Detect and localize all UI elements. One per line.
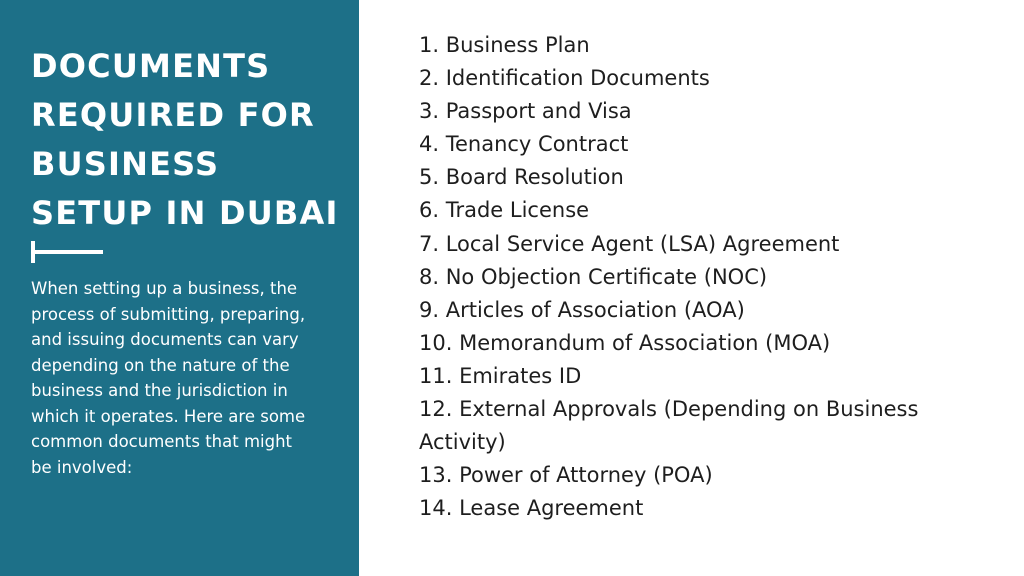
document-item: 2. Identification Documents — [419, 66, 710, 91]
document-item: 12. External Approvals (Depending on Business Activity) — [419, 397, 919, 455]
left-panel — [0, 0, 359, 576]
title-divider — [31, 241, 103, 263]
document-item: 1. Business Plan — [419, 33, 590, 57]
document-item: 6. Trade License — [419, 198, 590, 223]
document-item: 3. Passport and Visa — [419, 99, 632, 124]
intro-paragraph: When setting up a business, the process of submitting, preparing, and issuing documents can vary depending on the nature of the business and the jurisdiction in which it operates. Here are some common documents that might be involved: — [31, 279, 306, 477]
document-item: 9. Articles of Association (AOA) — [419, 297, 745, 322]
document-item: 7. Local Service Agent (LSA) Agreement — [419, 231, 840, 256]
document-item: 13. Power of Attorney (POA) — [419, 463, 713, 488]
document-item: 11. Emirates ID — [419, 363, 582, 388]
document-item: 14. Lease Agreement — [419, 496, 644, 521]
document-item: 4. Tenancy Contract — [419, 132, 629, 157]
divider-bar — [31, 250, 103, 254]
document-item: 5. Board Resolution — [419, 165, 624, 190]
page-title: DOCUMENTS REQUIRED FOR BUSINESS SETUP IN DUBAI — [31, 47, 339, 232]
documents-list — [419, 29, 999, 525]
document-item: 10. Memorandum of Association (MOA) — [419, 330, 831, 355]
document-item: 8. No Objection Certificate (NOC) — [419, 264, 768, 289]
